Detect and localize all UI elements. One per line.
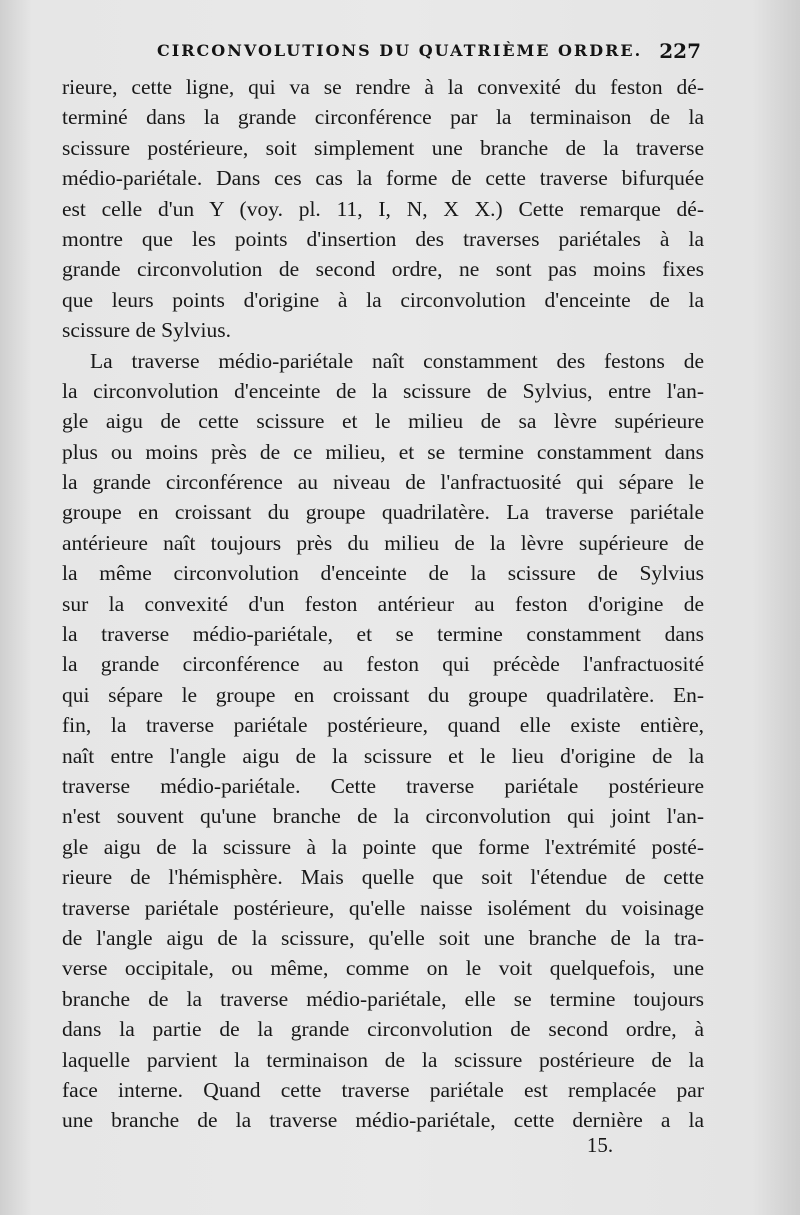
text-line: n'est souvent qu'une branche de la circonvolution qui joint l'an- bbox=[62, 804, 704, 829]
paragraph-end-line: scissure de Sylvius. bbox=[62, 318, 232, 343]
text-line: sur la convexité d'un feston antérieur au feston d'origine de bbox=[62, 591, 704, 616]
text-line: qui sépare le groupe en croissant du groupe quadrilatère. En- bbox=[62, 682, 704, 707]
text-line: traverse médio-pariétale. Cette traverse pariétale postérieure bbox=[62, 773, 704, 798]
text-line: groupe en croissant du groupe quadrilatère. La traverse pariétale bbox=[62, 500, 704, 525]
text-line: médio-pariétale. Dans ces cas la forme de cette traverse bifurquée bbox=[62, 166, 704, 191]
text-line: la traverse médio-pariétale, et se termine constamment dans bbox=[62, 622, 704, 647]
text-line: dans la partie de la grande circonvolution de second ordre, à bbox=[62, 1017, 704, 1042]
signature-mark: 15. bbox=[586, 1133, 614, 1157]
paragraph-start-line: La traverse médio-pariétale naît constamment des festons de bbox=[90, 348, 704, 373]
text-line: rieure, cette ligne, qui va se rendre à la convexité du feston dé- bbox=[62, 75, 704, 99]
text-line: fin, la traverse pariétale postérieure, quand elle existe entière, bbox=[62, 713, 704, 738]
text-line: gle aigu de cette scissure et le milieu de sa lèvre supérieure bbox=[62, 409, 704, 434]
text-line: naît entre l'angle aigu de la scissure et le lieu d'origine de la bbox=[62, 743, 704, 768]
text-line: scissure postérieure, soit simplement une branche de la traverse bbox=[62, 135, 704, 160]
text-line: terminé dans la grande circonférence par la terminaison de la bbox=[62, 105, 704, 130]
text-line: la grande circonférence au feston qui précède l'anfractuosité bbox=[62, 652, 704, 677]
running-title: CIRCONVOLUTIONS DU QUATRIÈME ORDRE. bbox=[157, 41, 643, 60]
text-line: traverse pariétale postérieure, qu'elle naisse isolément du voisinage bbox=[62, 895, 704, 920]
text-line: la circonvolution d'enceinte de la scissure de Sylvius, entre l'an- bbox=[62, 378, 704, 403]
text-line: rieure de l'hémisphère. Mais quelle que soit l'étendue de cette bbox=[62, 865, 704, 890]
page-number: 227 bbox=[659, 39, 701, 63]
text-line: antérieure naît toujours près du milieu de la lèvre supérieure de bbox=[62, 530, 704, 555]
text-line: la même circonvolution d'enceinte de la scissure de Sylvius bbox=[62, 561, 704, 586]
text-line: grande circonvolution de second ordre, ne sont pas moins fixes bbox=[62, 257, 704, 282]
text-line: une branche de la traverse médio-pariétale, cette dernière a la bbox=[62, 1108, 704, 1133]
text-line: verse occipitale, ou même, comme on le voit quelquefois, une bbox=[62, 956, 704, 981]
text-line: la grande circonférence au niveau de l'anfractuosité qui sépare le bbox=[62, 470, 704, 495]
text-line: de l'angle aigu de la scissure, qu'elle soit une branche de la tra- bbox=[62, 925, 704, 950]
text-line: que leurs points d'origine à la circonvolution d'enceinte de la bbox=[62, 287, 704, 312]
text-line: face interne. Quand cette traverse pariétale est remplacée par bbox=[62, 1077, 704, 1102]
text-line: est celle d'un Y (voy. pl. 11, I, N, X X.) Cette remarque dé- bbox=[62, 196, 704, 221]
text-line: montre que les points d'insertion des traverses pariétales à la bbox=[62, 226, 704, 251]
text-line: branche de la traverse médio-pariétale, elle se termine toujours bbox=[62, 986, 704, 1011]
body-text bbox=[62, 72, 704, 1136]
text-line: gle aigu de la scissure à la pointe que forme l'extrémité posté- bbox=[62, 834, 704, 859]
text-line: laquelle parvient la terminaison de la scissure postérieure de la bbox=[62, 1047, 704, 1072]
text-line: plus ou moins près de ce milieu, et se termine constamment dans bbox=[62, 439, 704, 464]
